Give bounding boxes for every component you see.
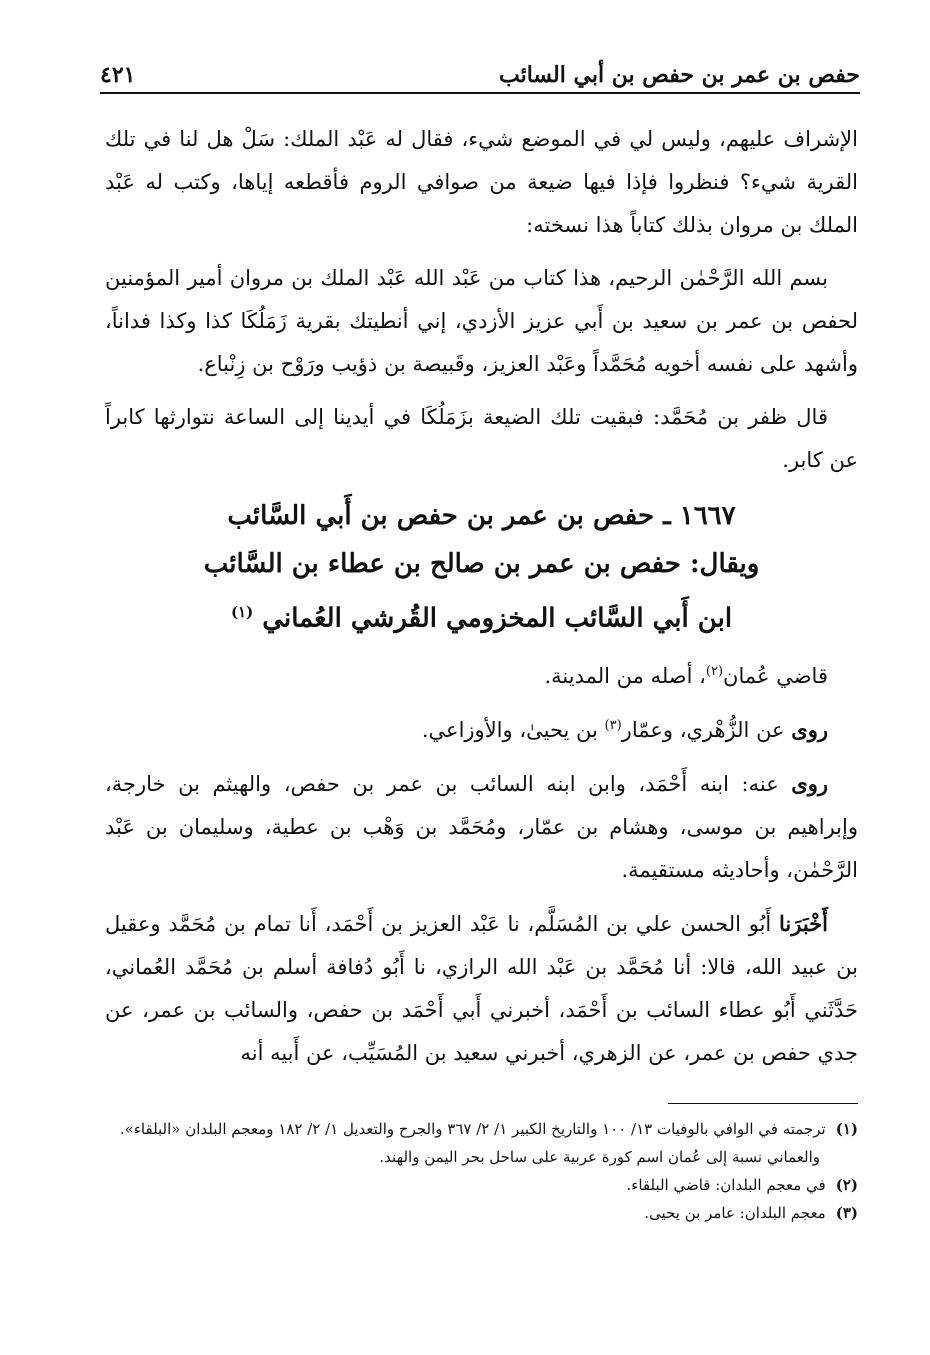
entry-heading-line-2: ويقال: حفص بن عمر بن صالح بن عطاء بن السَّائب: [203, 549, 760, 579]
paragraph-judge: [105, 655, 858, 698]
footnote-1-continuation: والعماني نسبة إلى عُمان اسم كورة عربية على ساحل بحر اليمن والهند.: [379, 1148, 820, 1166]
running-title: حفص بن عمر بن حفص بن أبي السائب: [498, 62, 860, 88]
footnote-2-text: في معجم البلدان: قاضي البلقاء.: [626, 1176, 826, 1194]
footnote-1-text: ترجمته في الوافي بالوفيات ١٣/ ١٠٠ والتاريخ الكبير ١/ ٢/ ٣٦٧ والجرح والتعديل ١/ ٢/ ١٨٢ ومعجم البلدان «البلقاء».: [119, 1120, 826, 1138]
footnote-ref-2: (٢): [705, 663, 724, 679]
footnote-1-number: (١): [835, 1120, 858, 1138]
paragraph-letter: بسم الله الرَّحْمٰن الرحيم، هذا كتاب من عَبْد الله عَبْد الملك بن مروان أمير المؤمنين لحفص بن عمر بن سعيد بن أَبي عزيز الأزدي، إني أنطيتك بقرية زَمَلُكَا كذا وكذا فداناً، وأشهد على نفسه أخويه مُحَمَّداً وعَبْد العزيز، وقَبيصة بن ذؤيب ورَوْح بن زِنْباع.: [105, 266, 858, 376]
paragraph-continuation: الإشراف عليهم، وليس لي في الموضع شيء، فقال له عَبْد الملك: سَلْ هل لنا في تلك القرية شيء؟ فنظروا فإذا فيها ضيعة من صوافي الروم فأقطعه إياها، وكتب له عَبْد الملك بن مروان بذلك كتاباً هذا نسخته:: [105, 127, 858, 237]
paragraph-narrated-from: [105, 708, 858, 752]
footnote-3-text: معجم البلدان: عامر بن يحيى.: [644, 1204, 826, 1222]
footnote-3: [105, 1199, 858, 1227]
paragraph-narrated-by: [105, 762, 858, 892]
page-header: [100, 52, 860, 94]
judge-text-b: ، أصله من المدينة.: [544, 663, 706, 688]
keyword-akhbarana: أَخْبَرَنا: [779, 910, 828, 936]
page-number: ٤٢١: [100, 62, 136, 88]
keyword-rawa-anhu: روى: [791, 770, 828, 796]
paragraph-narration: قال ظفر بن مُحَمَّد: فبقيت تلك الضيعة بزَمَلُكَا في أيدينا إلى الساعة نتوارثها كابراً عن كابر.: [105, 405, 858, 472]
entry-heading-line-3-text: ابن أَبي السَّائب المخزومي القُرشي العُماني: [262, 603, 733, 634]
narrated-from-text-a: عن الزُّهْري، وعمّار: [621, 717, 792, 742]
footnote-2-number: (٢): [835, 1176, 858, 1194]
footnote-2: [105, 1171, 858, 1199]
isnad-text: أَبُو الحسن علي بن المُسَلَّم، نا عَبْد العزيز بن أَحْمَد، أَنا تمام بن مُحَمَّد وعقيل بن عبيد الله، قالا: أنا مُحَمَّد بن عَبْد الله الرازي، نا أَبُو دُفافة أسلم بن مُحَمَّد العُماني، حَدَّثَني أَبُو عطاء السائب بن أَحْمَد، أخبرني أَبي أَحْمَد بن حفص، والسائب بن عمر، عن جدي حفص بن عمر، عن الزهري، أخبرني سعيد بن المُسَيِّب، عن أَبيه أنه: [105, 911, 858, 1065]
narrated-by-text: عنه: ابنه أَحْمَد، وابن ابنه السائب بن عمر بن حفص، والهيثم بن خارجة، وإبراهيم بن موسى، وهشام بن عمّار، ومُحَمَّد بن وَهْب بن عطية، وسليمان بن عَبْد الرَّحْمٰن، وأحاديثه مستقيمة.: [105, 771, 858, 882]
keyword-rawa: روى: [791, 716, 828, 742]
entry-heading-line-1: ١٦٦٧ ـ حفص بن عمر بن حفص بن أَبي السَّائب: [227, 501, 736, 531]
entry-heading-line-3: [105, 588, 858, 643]
footnote-1: [105, 1115, 858, 1143]
footnote-ref-1: (١): [230, 603, 254, 621]
footnote-divider: [668, 1103, 858, 1104]
footnotes: [105, 1115, 858, 1227]
main-text: [105, 118, 858, 1085]
footnote-3-number: (٣): [835, 1204, 858, 1222]
narrated-from-text-b: بن يحيىٰ، والأوزاعي.: [421, 717, 605, 742]
judge-text-a: قاضي عُمان: [723, 663, 828, 688]
footnote-ref-3: (٣): [604, 717, 622, 733]
entry-heading: [105, 492, 858, 643]
paragraph-isnad: [105, 902, 858, 1075]
